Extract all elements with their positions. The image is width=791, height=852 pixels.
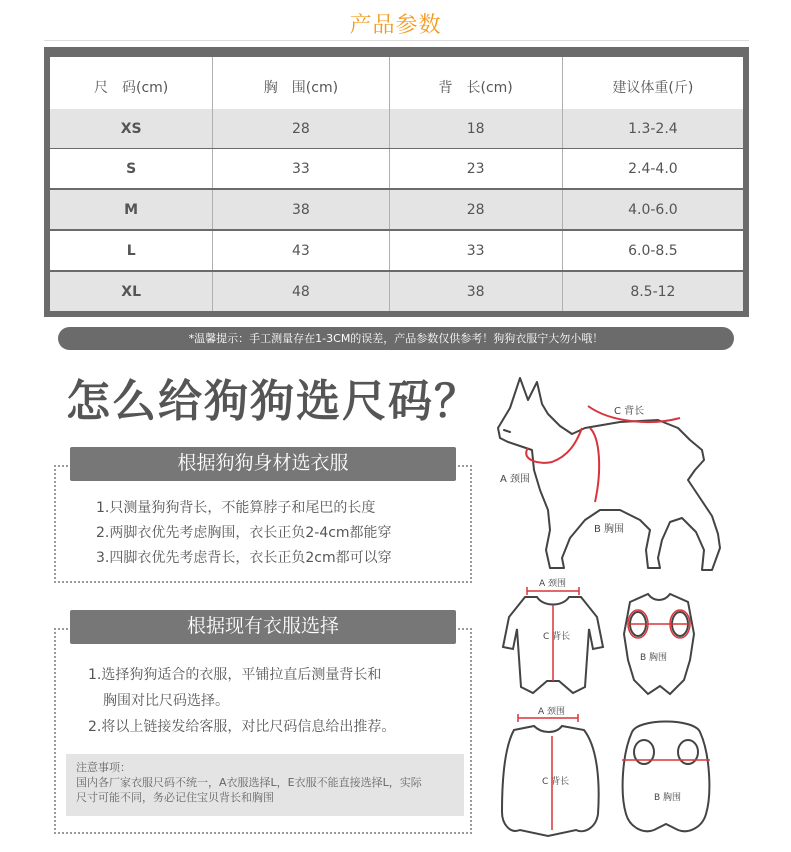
- chest-cell: 48: [212, 272, 388, 311]
- table-row: [50, 190, 743, 229]
- back-cell: 38: [389, 272, 562, 311]
- note-line: 尺寸可能不同，务必记住宝贝背长和胸围: [76, 791, 274, 804]
- section-title-by-clothes: 根据现有衣服选择: [70, 610, 456, 644]
- size-cell: S: [126, 160, 137, 177]
- garment-chest-label: B 胸围: [640, 653, 668, 663]
- back-cell: 28: [389, 190, 562, 229]
- header-chest: 胸 围(cm): [212, 57, 388, 117]
- garment-back-label: C 背长: [543, 632, 571, 642]
- tip-line: 1.只测量狗狗背长，不能算脖子和尾巴的长度: [96, 500, 376, 516]
- back-cell: 23: [389, 149, 562, 188]
- header-back-length: 背 长(cm): [389, 57, 562, 117]
- garment-front-diagram: [497, 577, 613, 699]
- garment2-back-icon: [623, 722, 710, 832]
- chest-cell: 43: [212, 231, 388, 270]
- header-size: 尺 码(cm): [94, 80, 169, 96]
- tip-line: 1.选择狗狗适合的衣服，平铺拉直后测量背长和: [88, 667, 382, 683]
- garment2-neck-label: A 颈围: [538, 707, 566, 717]
- size-cell: L: [126, 242, 136, 259]
- section-title-by-body: 根据狗狗身材选衣服: [70, 447, 456, 481]
- tip-line: 胸围对比尺码选择。: [103, 693, 229, 709]
- back-cell: 18: [389, 109, 562, 148]
- harness-icon: [624, 594, 694, 694]
- garment-back-diagram: [618, 590, 700, 702]
- back-cell: 33: [389, 231, 562, 270]
- note-line: 国内各厂家衣服尺码不统一，A衣服选择L，E衣服不能直接选择L，实际: [76, 776, 422, 789]
- dog-back-label: C 背长: [614, 406, 645, 417]
- tip-line: 2.将以上链接发给客服，对比尺码信息给出推荐。: [88, 719, 396, 735]
- table-row: [50, 231, 743, 270]
- weight-cell: 2.4-4.0: [562, 149, 743, 188]
- page-title: 产品参数: [349, 13, 442, 38]
- size-guide-heading: 怎么给狗狗选尺码？: [66, 376, 480, 427]
- weight-cell: 6.0-8.5: [562, 231, 743, 270]
- dog-neck-label: A 颈围: [500, 474, 531, 485]
- tip-line: 2.两脚衣优先考虑胸围，衣长正负2-4cm都能穿: [96, 525, 392, 541]
- dog-measure-diagram: [490, 370, 740, 575]
- garment2-back-diagram: [618, 714, 714, 840]
- notice-bar: *温馨提示：手工测量存在1-3CM的误差，产品参数仅供参考！狗狗衣服宁大勿小哦！: [58, 327, 734, 350]
- chest-cell: 28: [212, 109, 388, 148]
- dog-outline-icon: [498, 378, 720, 570]
- header-weight: 建议体重(斤): [562, 57, 743, 117]
- chest-cell: 38: [212, 190, 388, 229]
- weight-cell: 4.0-6.0: [562, 190, 743, 229]
- table-row: [50, 149, 743, 188]
- garment2-front-diagram: [500, 704, 616, 846]
- weight-cell: 1.3-2.4: [562, 109, 743, 148]
- size-cell: M: [124, 201, 139, 218]
- title-divider: [44, 40, 749, 41]
- table-header: [50, 57, 743, 117]
- tip-line: 3.四脚衣优先考虑背长，衣长正负2cm都可以穿: [96, 550, 392, 566]
- table-row: [50, 109, 743, 148]
- note-box: [66, 754, 464, 816]
- weight-cell: 8.5-12: [562, 272, 743, 311]
- size-cell: XS: [120, 120, 142, 137]
- garment2-chest-label: B 胸围: [654, 793, 682, 803]
- garment-neck-label: A 颈围: [539, 579, 567, 589]
- chest-cell: 33: [212, 149, 388, 188]
- size-cell: XL: [121, 283, 141, 300]
- note-title: 注意事项：: [76, 761, 131, 774]
- garment2-back-label: C 背长: [542, 777, 570, 787]
- size-table: [44, 47, 749, 317]
- dog-chest-label: B 胸围: [594, 524, 625, 535]
- table-row: [50, 272, 743, 311]
